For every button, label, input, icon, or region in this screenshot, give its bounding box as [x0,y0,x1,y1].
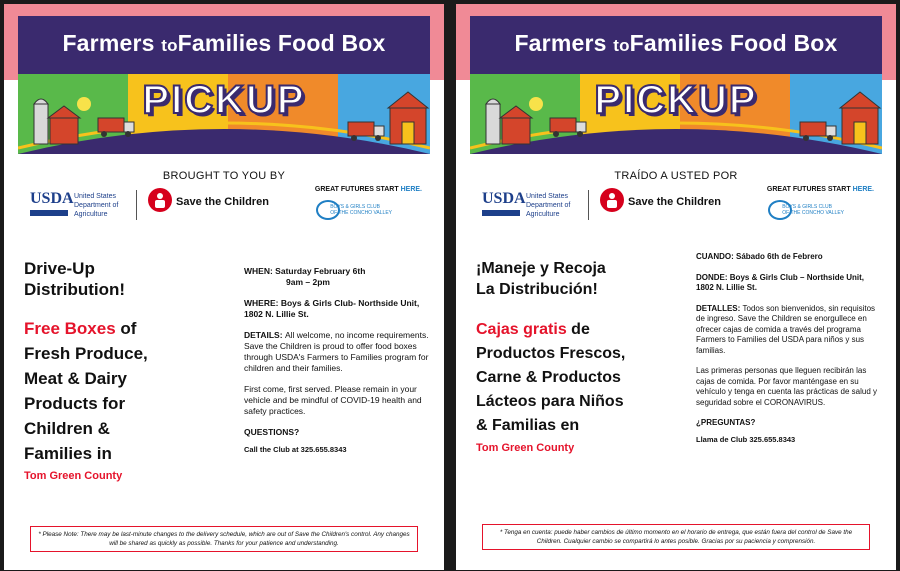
usda-logo-bar [482,210,520,216]
english-flyer [4,4,444,570]
disclaimer-note: * Tenga en cuenta: puede haber cambios de último momento en el horario de entrega, que están fuera del control de Save the Children. Cualquier cambio se compartirá lo antes posible. Gracias por su paciencia y comprensión. [482,524,870,550]
banner [470,16,882,154]
logo-divider [136,190,137,220]
disclaimer-note: * Please Note: There may be last-minute changes to the delivery schedule, which are out of Save the Children's control. Any changes will be shared as quickly as possible. Thanks for your patience and understanding. [30,526,418,552]
headline-block [24,258,214,482]
save-the-children-logo: Save the Children [628,196,721,208]
banner-title: Farmers toFamilies Food Box [62,30,386,56]
partner-logos [470,186,882,226]
when-info: WHEN: Saturday February 6th 9am – 2pm [244,266,366,287]
pickup-heading: PICKUP [142,78,306,122]
bgc-name: BOYS & GIRLS CLUB OF THE CONCHO VALLEY [782,204,844,216]
usda-logo: USDA [30,190,74,207]
details-info: DETAILS: All welcome, no income requirements. Save the Children is proud to offer food boxes through USDA's Farmers to Families program for children and their families. [244,330,429,373]
bgc-tagline: GREAT FUTURES START HERE. [314,186,422,193]
usda-logo-bar [30,210,68,216]
free-boxes-highlight: Cajas gratis [476,321,567,338]
county-label: Tom Green County [24,470,123,482]
brought-to-you-by: TRAÍDO A USTED POR [614,170,738,182]
details-info: DETALLES: Todos son bienvenidos, sin requisitos de ingreso. Save the Children se enorgullece en ofrecer cajas de comida a través del programa Farmers to Families del USDA para niños y sus familias. [696,303,876,355]
when-info: CUANDO: Sábado 6th de Febrero [696,252,823,261]
usda-name: United States Department of Agriculture [526,193,571,218]
first-come-info: Las primeras personas que lleguen recibirán las cajas de comida. Por favor manténgase en su vehículo y tenga en cuenta las prácticas de salud y seguridad sobre el CORONAVIRUS. [696,366,877,407]
brought-to-you-by: BROUGHT TO YOU BY [162,170,286,182]
bgc-tagline: GREAT FUTURES START HERE. [766,186,874,193]
logo-divider [588,190,589,220]
pickup-heading: PICKUP [594,78,758,122]
usda-logo: USDA [482,190,526,207]
usda-name: United States Department of Agriculture [74,193,119,218]
pink-border-right [430,4,444,80]
details-column [244,266,430,465]
bgc-name: BOYS & GIRLS CLUB OF THE CONCHO VALLEY [330,204,392,216]
questions-heading: QUESTIONS? [244,427,300,437]
save-the-children-icon [148,188,172,212]
spanish-flyer [456,4,896,570]
pink-border-left [456,4,470,80]
save-the-children-icon [600,188,624,212]
headline-block [476,258,676,454]
headline-drive-up: Drive-Up Distribution! [24,259,126,299]
partner-logos [18,186,430,226]
banner [18,16,430,154]
headline-free-boxes: Free Boxes of Fresh Produce, Meat & Dairy Products for Children & Families in [24,319,148,463]
where-info: WHERE: Boys & Girls Club- Northside Unit, 1802 N. Lillie St. [244,298,420,319]
call-info: Call the Club at 325.655.8343 [244,445,347,454]
call-info: Llama de Club 325.655.8343 [696,434,796,444]
headline-free-boxes: Cajas gratis de Productos Frescos, Carne & Productos Lácteos para Niños & Familias en [476,321,626,434]
pink-border-top [4,4,444,16]
where-info: DONDE: Boys & Girls Club – Northside Unit, 1802 N. Lillie St. [696,272,865,292]
details-column [696,252,882,455]
free-boxes-highlight: Free Boxes [24,319,116,338]
pink-border-left [4,4,18,80]
questions-heading: ¿PREGUNTAS? [696,418,756,427]
pink-border-top [456,4,896,16]
headline-drive-up: ¡Maneje y Recoja La Distribución! [476,260,606,298]
county-label: Tom Green County [476,442,575,454]
pink-border-right [882,4,896,80]
first-come-info: First come, first served. Please remain in your vehicle and be mindful of COVID-19 health and safety practices. [244,384,422,416]
save-the-children-logo: Save the Children [176,196,269,208]
banner-title: Farmers toFamilies Food Box [514,30,838,56]
